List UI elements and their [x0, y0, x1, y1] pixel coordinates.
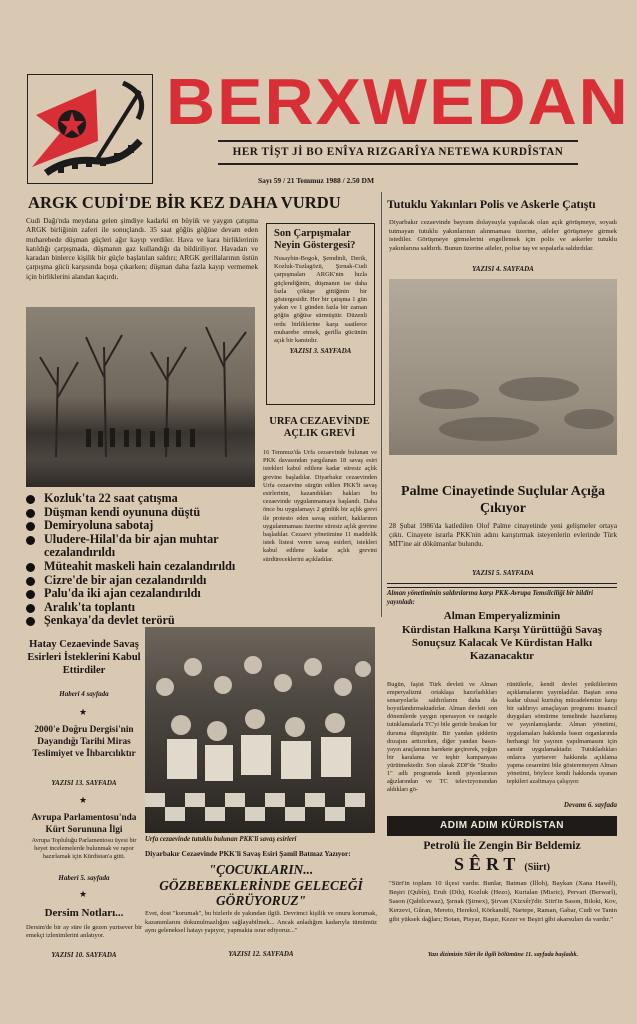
avrupa-parl-title: Avrupa Parlamentosu'nda Kürt Sorununa İlgi [31, 813, 137, 835]
kurdistan-body: "Siirt'in toplam 10 ilçesi vardır. Bunlar, Batman (İlloh), Baykan (Xana Hawêl), Beşiri (Qubîn), Eruh (Dih), Kozluk (Hezo), Kurtalan (Misric), Pervari (Berwarî), Sason (Qabilcewaz), Şırnak (Şirnex), Şirvan (Xizxêr)'dir. Siirt'in Sason, Biloki, Kov, Kerzevi, Gûran, Mereto, Herekol, Körkandil, Nartepe, Raman, Gabar, Cudi ve Tanin gibi yüksek dağları; Botan, Pisyar, Başur, Kezer ve Beşiri gibi akarsuları da vardır." [389, 880, 617, 923]
masthead-logo-box [27, 74, 153, 184]
list-item [26, 574, 261, 588]
dersim-title: Dersim Notları... [44, 907, 124, 919]
kurdistan-banner: ADIM ADIM KÜRDİSTAN [387, 816, 617, 836]
list-item [26, 492, 261, 506]
masthead-tagline: HER TİŞT Jİ BO ENÎYA RIZGARÎYA NETEWA KURDÎSTAN [232, 146, 564, 158]
prisoners-photo [145, 627, 375, 833]
avrupa-ref: Devamı 6. sayfada [563, 801, 617, 809]
bullet-text: Demiryoluna sabotaj [44, 518, 154, 533]
avrupa-intro: Alman yönetiminin saldırılarına karşı PKK-Avrupa Temsilciliği bir bildiri yayınladı: [387, 590, 594, 606]
list-item [26, 560, 261, 574]
star-separator: ★ [79, 796, 88, 806]
kurdistan-ref: Yazı dizimizin Siirt ile ilgili bölümüne 11. sayfada başladık. [427, 951, 579, 958]
bullet-text: Müteahit maskeli hain cezalandırıldı [44, 558, 236, 573]
kurdistan-place-sub: (Siirt) [524, 862, 550, 873]
semil-headline: "ÇOCUKLARIN... GÖZBEBEKLERİNDE GELECEĞİ GÖRÜYORUZ" [159, 862, 363, 908]
masthead-rule-top [218, 140, 578, 142]
masthead-rule-bottom [218, 163, 578, 165]
news-bullet-list [26, 492, 261, 628]
bullet-text: Palu'da iki ajan cezalandırıldı [44, 586, 201, 601]
masthead-title: BERXWEDAN [166, 65, 630, 139]
palme-body: 28 Şubat 1986'da katledilen Olof Palme cinayetinde yeni gelişmeler ortaya çıktı. Cinayete israrla PKK'nin adını karıştırmak isteyenlerin evlerinde Türk MİT'ine ait dökümanlar bulundu. [389, 522, 617, 549]
avrupa-parl-ref: Haberi 5. sayfada [58, 874, 110, 882]
list-item [26, 519, 261, 533]
bullet-text: Cizre'de bir ajan cezalandırıldı [44, 572, 207, 587]
list-item [26, 614, 261, 628]
avrupa-title2: Kürdistan Halkına Karşı Yürüttüğü Savaş Sonuçsuz Kalacak Ve Kürdistan Halkı Kazanacaktır [401, 624, 603, 662]
lead-body: Cudi Dağı'nda meydana gelen şimdiye kadarki en büyük ve yaygın çatışma ARGK birliğinin zaferi ile sonuçlandı. 35 saat göğüs göğüse devam eden muharebede düşman güçleri ağır kayıp verdiler. Hava ve kara birliklerinin katıldığı çarpışmada, düşmanın gaz kullandığı da bildiriliyor. Havadan ve karadan binlerce kişilik bir güçle başlatılan saldırı; ARGK gerillalarının üstün çarpışma gücü karşısında boşa çıkarken; düşman daha fazla kayıp vermemek için birliklerini alandan kaçırdı. [26, 216, 258, 281]
dergi-title: 2000'e Doğru Dergisi'nin Dayandığı Tarihi Miras Teslimiyet ve İhbarcılıktır [32, 725, 136, 759]
palme-ref: YAZISI 5. SAYFADA [472, 569, 534, 577]
list-item [26, 506, 261, 520]
lead-headline: ARGK CUDİ'DE BİR KEZ DAHA VURDU [28, 193, 341, 212]
semil-body: Evet, dost "korumak", bu bizlerle de yakından ilgili. Devrimci kişilik ve onuru korumak, kazanımlarını dokunulmazlığını sağlayabilmek... Ancak anladığım kadarıyla tümümüz aynı geleneksel hatayı yapıyor, yapmakta ısrar ediyoruz..." [145, 910, 377, 934]
sidebar-box [266, 223, 375, 405]
sidebar-title: Son Çarpışmalar Neyin Göstergesi? [274, 228, 356, 251]
star-separator: ★ [79, 708, 88, 718]
hatay-ref: Haberi 4 sayfada [59, 690, 109, 698]
bullet-text: Kozluk'ta 22 saat çatışma [44, 491, 178, 505]
tutuklu-title: Tutuklu Yakınları Polis ve Askerle Çatıştı [387, 197, 596, 211]
bullet-text: Uludere-Hilal'da bir ajan muhtar cezalandırıldı [44, 531, 219, 560]
bullet-text: Şenkaya'da devlet terörü [44, 613, 175, 628]
issue-line: Sayı 59 / 21 Temmuz 1988 / 2.50 DM [258, 176, 375, 185]
semil-kicker: Diyarbakır Cezaevinde PKK'li Savaş Esiri Şamil Batmaz Yazıyor: [145, 849, 351, 858]
list-item [26, 587, 261, 601]
list-item [26, 601, 261, 615]
kurdistan-place-line [387, 854, 617, 875]
avrupa-col1: Bugün, faşist Türk devleti ve Alman emperyalizmi ortaklaşa hazırladıkları senaryolarla saldırılarını daha da boyutlandırmaktadırlar. Alman devleti son dönemlerde yaygın operasyon ve rastgele tutuklamalarla TC'yi bile geride bırakan bir duruma düşmüştür. Bir yandan şiddetin dozajını arttırırken, diğer yandan basın-yayın araçlarının harekete geçirerek, yoğun bir karalama ve teşhir kampanyası yürütmektedir. Son olarak ZDF'de "Studio 1" adlı programda kendi piyonlarının ağızlarından ve TC televizyonundan aldıkları gö- [387, 681, 497, 794]
avrupa-col2: rüntülerle, kendi devlet yetkililerinin açıklamalarını yayınladılar. Baştan sona kadar ulusal kurtuluş mücadelemize karşı bir saldırıyı amaçlayan programı insancıl duyguları sömürme temelinde hazırlamış ve yayınlamışlardır. Alman yönetimi, uygulamaları hakkında basın organlarında herhangi bir yayının yapılmamasını için sansür uygulamaktadır. Tutukladıkları onlarca yurtsever hakkında açıklama yapma cesaretini bile gösteremeyen Alman yönetimi, böylece kendi hakkında uyanan tepkileri azaltmaya çalışıyor. [507, 681, 617, 786]
star-separator: ★ [79, 890, 88, 900]
list-item [26, 533, 261, 560]
urfa-body: 16 Temmuz'da Urfa cezaevinde bulunan ve PKK davasından yargılanan 18 savaş esiri istekleri kabul edilene kadar süresiz açlık grevine başladılar. Diyarbakır cezaevinden Urfa cezaevine sürgün edilen PKK'li savaş esirlerinin, kazandıkları hakları bu cezaevinde uygulanmamaya başlandı. Daha önce bu uygulamayı 2 günlük bir açlık grevi ile protesto eden savaş esirleri, haklarının uygulanmaması üzerine süresiz açlık grevine başladılar. Cezaevi yönetimine 11 maddelik istek listesi veren savaş esirleri, istekleri kabul edilene kadar açlık grevini sürdüreceklerini açıkladılar. [263, 449, 377, 563]
photo-caption: Urfa cezaevinde tutuklu bulunan PKK'li savaş esirleri [145, 836, 297, 843]
kurdistan-headline: Petrolü İle Zengin Bir Beldemiz [423, 839, 581, 852]
double-rule [387, 583, 617, 588]
tutuklu-body: Diyarbakır cezaevinde bayram dolayısıyla yapılacak olan açık görüşmeye, soyadı tutmayan tutuklu yakınlarının alınmaması üzerine, aileler görüşmeye girmek istediler. Görüşmeye girmelerini engellemek için polis ve askerler tutuklu yakınlarına saldırdı. Bunun üzerine aileler, polise taş ve sopalarla saldırdılar. [389, 219, 617, 253]
kurdistan-place: SÊRT [454, 854, 521, 874]
dersim-ref: YAZISI 10. SAYFADA [51, 951, 117, 959]
flag-star-gear-logo [28, 75, 151, 182]
sidebar-ref: YAZISI 3. SAYFADA [289, 347, 352, 356]
palme-title: Palme Cinayetinde Suçlular Açığa Çıkıyor [401, 484, 605, 516]
hatay-title: Hatay Cezaevinde Savaş Esirleri İsteklerini Kabul Ettirdiler [27, 639, 141, 676]
protest-photo [389, 279, 617, 455]
tutuklu-ref: YAZISI 4. SAYFADA [472, 265, 534, 273]
column-divider [381, 192, 382, 617]
bullet-text: Düşman kendi oyununa düştü [44, 504, 201, 519]
dergi-ref: YAZISI 13. SAYFADA [51, 779, 117, 787]
forest-photo [26, 307, 255, 487]
sidebar-body: Nusaybin-Bogok, Şemdinli, Derik, Kozluk-Tuzlagözü, Şırnak-Cudi çarpışmaları ARGK'nin hızla güçlendiğinin, düşmanın ise daha fazla çöküşe gittiğinin bir göstergesidir. Her bir çatışma 1 gün yakın ve 1 günden fazla bir zaman göğüs göğüse sürmüştür. Düzenli ordu birliklerine karşı saatlerce muharebe etmek, gerilla gücünün açık bir kanıtıdır. [274, 255, 367, 345]
dersim-body: Dersim'de bir ay süre ile gezen yurtsever bir emekçi izlenimlerini anlatıyor. [26, 924, 142, 940]
semil-ref: YAZISI 12. SAYFADA [228, 950, 294, 958]
avrupa-title1: Alman Emperyalizminin [443, 610, 561, 622]
avrupa-parl-body: Avrupa Topluluğu Parlamentosu üyesi bir heyet incelemelerde bulunmak ve rapor hazırlamak için Kürdistan'a gitti. [31, 837, 137, 861]
urfa-title: URFA CEZAEVİNDE AÇLIK GREVİ [269, 416, 370, 439]
bullet-text: Aralık'ta toplantı [44, 599, 136, 614]
